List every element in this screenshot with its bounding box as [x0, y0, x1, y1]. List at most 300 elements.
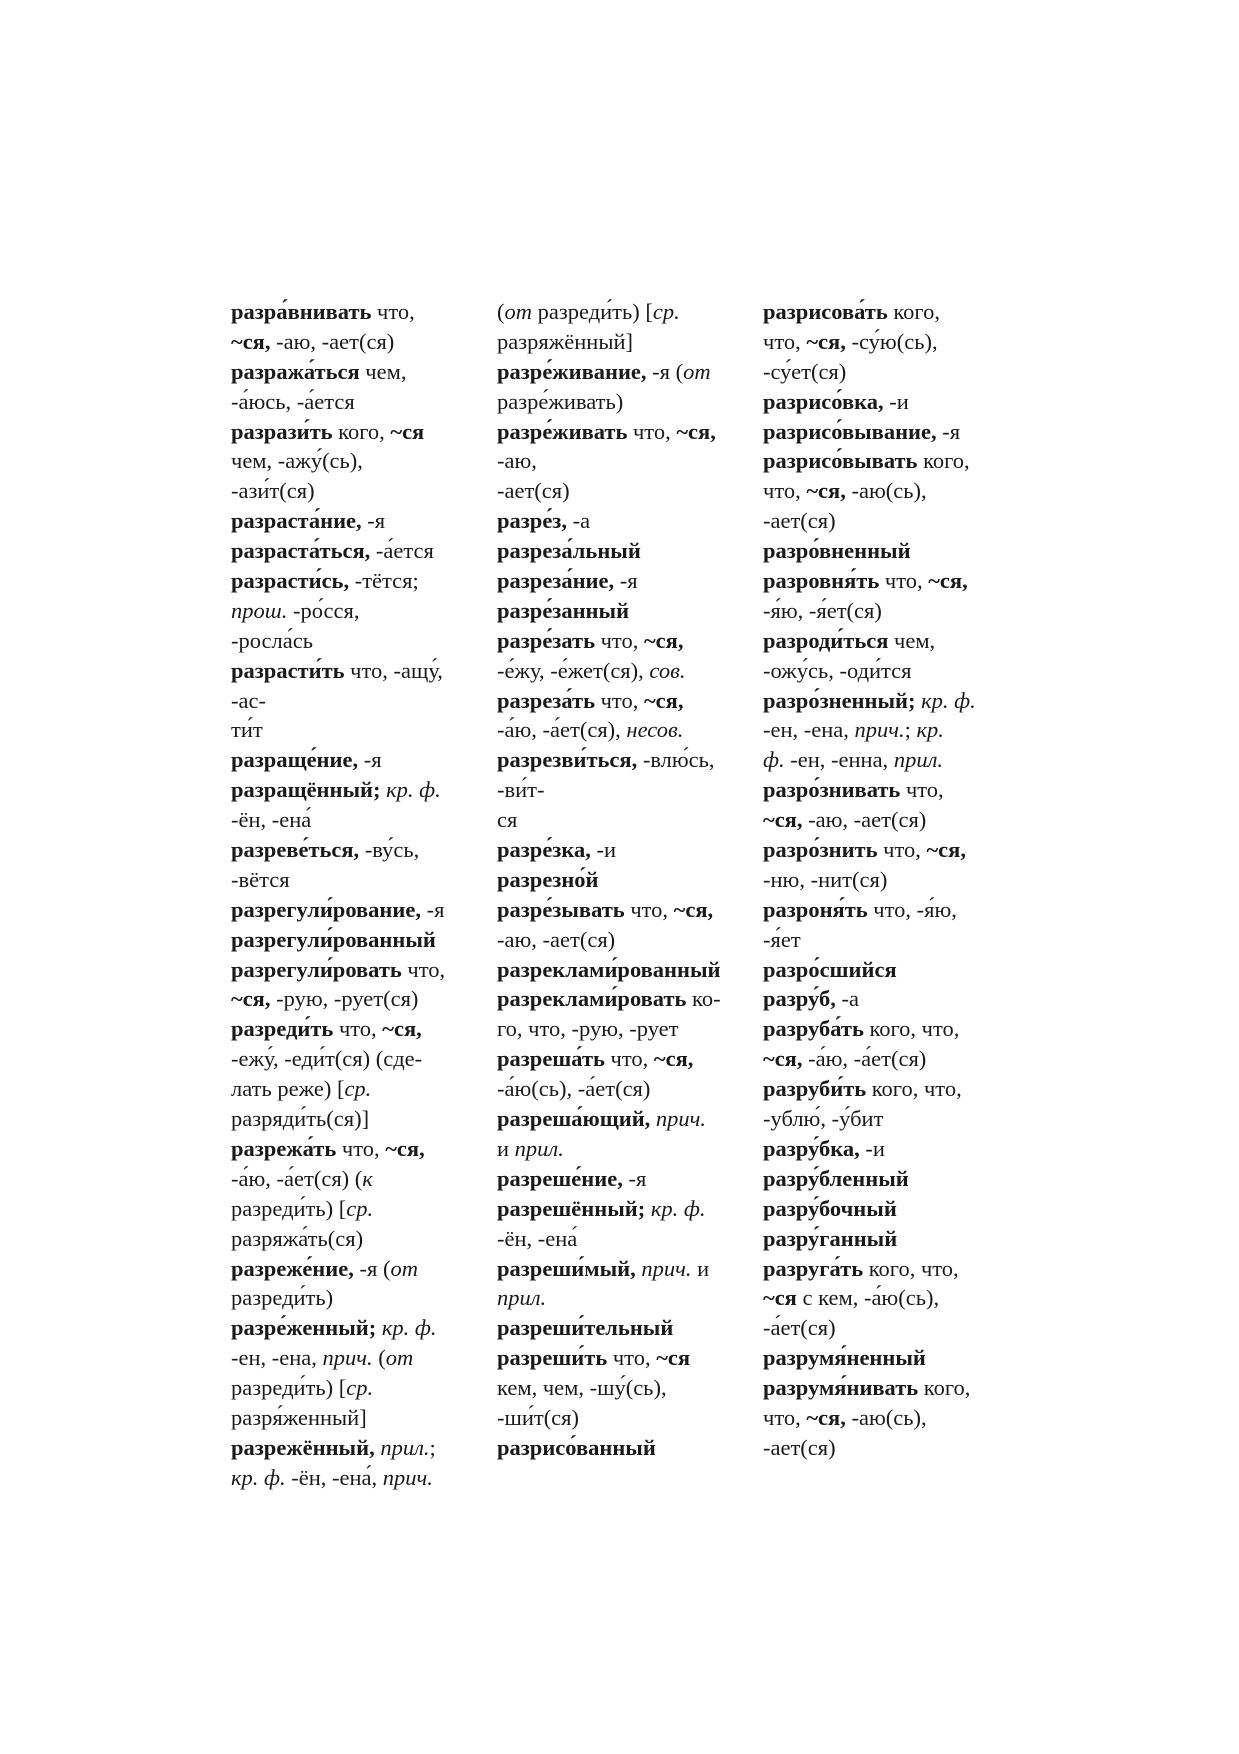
entry-text: го, что, -рую, -рует — [497, 1016, 679, 1042]
dictionary-line — [763, 835, 1013, 865]
entry-text: -я ( — [353, 1255, 391, 1281]
dictionary-line — [231, 955, 477, 985]
entry-text: -а́ю, -а́ет(ся), — [497, 717, 627, 743]
dictionary-line — [497, 1283, 749, 1313]
headword-text: разре́зывать — [497, 896, 625, 922]
headword-text: ~ся, — [806, 1404, 846, 1430]
headword-text: разрезви́ться, — [497, 747, 638, 773]
dictionary-line — [497, 387, 749, 417]
entry-text: -ви́т- — [497, 777, 545, 803]
entry-text: что, — [763, 478, 807, 504]
dictionary-line — [497, 865, 749, 895]
entry-text: что, — [401, 956, 446, 982]
dictionary-line — [231, 1134, 477, 1164]
entry-text: кого, что, — [866, 1076, 962, 1102]
entry-text: ; — [904, 717, 917, 743]
dictionary-line — [763, 1104, 1013, 1134]
entry-text: -я — [420, 896, 445, 922]
dictionary-line — [231, 536, 477, 566]
entry-text: -вётся — [231, 866, 290, 892]
headword-text: разре́занный — [497, 597, 630, 623]
headword-text: разровня́ть — [763, 568, 880, 594]
headword-text: разраста́ться, — [231, 538, 371, 564]
entry-text: разреди́ть) — [231, 1285, 334, 1311]
grammar-label-text: сов. — [649, 657, 686, 683]
dictionary-line — [763, 566, 1013, 596]
headword-text: разру́бочный — [763, 1195, 897, 1221]
headword-text: ~ся, — [676, 418, 716, 444]
dictionary-line — [763, 1373, 1013, 1403]
dictionary-column-2 — [497, 297, 749, 1463]
grammar-label-text: от — [504, 299, 532, 324]
entry-text: что, -ащу́, — [344, 657, 443, 683]
dictionary-line — [497, 626, 749, 656]
headword-text: разреклами́рованный — [497, 956, 721, 982]
dictionary-line — [497, 1254, 749, 1284]
grammar-label-text: прич. — [854, 717, 905, 743]
headword-text: разража́ться — [231, 358, 360, 384]
headword-text: разреди́ть — [231, 1016, 334, 1042]
headword-text: разруби́ть — [763, 1076, 867, 1102]
entry-text: кого, — [887, 299, 940, 324]
dictionary-line — [763, 805, 1013, 835]
entry-text: чем, -ажу́(сь), — [231, 448, 363, 474]
grammar-label-text: кр. ф. — [921, 687, 976, 713]
dictionary-line — [763, 1014, 1013, 1044]
entry-text: ; — [429, 1434, 436, 1460]
dictionary-line — [231, 476, 477, 506]
dictionary-line — [763, 1224, 1013, 1254]
entry-text: и — [497, 1135, 515, 1161]
entry-text: -а — [566, 508, 591, 534]
entry-text: -аю, — [497, 448, 537, 474]
headword-text: разреже́ние, — [231, 1255, 354, 1281]
dictionary-line — [497, 417, 749, 447]
dictionary-line — [231, 417, 477, 447]
entry-text: -ает(ся) — [763, 1434, 836, 1460]
headword-text: ~ся, — [806, 328, 846, 354]
dictionary-line — [763, 1313, 1013, 1343]
dictionary-line — [231, 357, 477, 387]
headword-text: разрисова́ть — [763, 299, 888, 324]
entry-text: разряжённый] — [497, 328, 633, 354]
headword-text: разрисо́вка, — [763, 388, 884, 414]
entry-text: ( — [372, 1345, 386, 1371]
headword-text: ~ся, — [231, 986, 271, 1012]
headword-text: разреза́ть — [497, 687, 595, 713]
dictionary-line — [231, 865, 477, 895]
entry-text: -и — [590, 837, 617, 863]
entry-text: -ас- — [231, 687, 266, 713]
headword-text: разреклами́ровать — [497, 986, 687, 1012]
entry-text: -я — [358, 747, 382, 773]
entry-text: что, -я́ю, — [867, 896, 957, 922]
entry-text: -ежу́, -еди́т(ся) (сде- — [231, 1046, 423, 1072]
entry-text: что, — [333, 1016, 383, 1042]
grammar-label-text: ср. — [346, 1195, 374, 1221]
entry-text: что, — [604, 1046, 654, 1072]
entry-text: -аю, -ает(ся) — [497, 926, 616, 952]
entry-text: -росла́сь — [231, 627, 314, 653]
entry-text: -ро́сся, — [287, 597, 360, 623]
grammar-label-text: прил. — [380, 1434, 430, 1460]
dictionary-line — [763, 984, 1013, 1014]
headword-text: ~ся — [763, 1285, 797, 1311]
entry-text: -ен, -ена, — [763, 717, 855, 743]
entry-text: кого, что, — [863, 1255, 959, 1281]
dictionary-line — [231, 297, 477, 327]
headword-text: разро́зненный; — [763, 687, 916, 713]
entry-text: -су́ет(ся) — [763, 358, 847, 384]
dictionary-line — [497, 566, 749, 596]
headword-text: ~ся, — [643, 687, 684, 713]
headword-text: разрумя́ненный — [763, 1345, 926, 1371]
entry-text: -я ( — [646, 358, 684, 384]
dictionary-line — [497, 446, 749, 476]
grammar-label-text: ср. — [344, 1076, 372, 1102]
entry-text: разря́женный] — [231, 1404, 367, 1430]
dictionary-line — [763, 476, 1013, 506]
entry-text: -аю(сь), — [845, 1404, 927, 1430]
headword-text: разру́б, — [763, 986, 836, 1012]
entry-text: -аю(сь), — [845, 478, 927, 504]
entry-text: -ён, -ена́ — [497, 1225, 578, 1251]
headword-text: разру́ганный — [763, 1225, 898, 1251]
grammar-label-text: кр. ф. — [231, 1464, 286, 1490]
grammar-label-text: прил. — [514, 1135, 564, 1161]
dictionary-line — [763, 686, 1013, 716]
headword-text: ~ся, — [231, 328, 271, 354]
headword-text: разре́з, — [497, 508, 567, 534]
dictionary-line — [763, 955, 1013, 985]
headword-text: разраще́ние, — [231, 747, 359, 773]
dictionary-line — [763, 925, 1013, 955]
headword-text: разру́бленный — [763, 1165, 909, 1191]
entry-text: -ожу́сь, -оди́тся — [763, 657, 912, 683]
headword-text: разроня́ть — [763, 896, 868, 922]
headword-text: разрежённый, — [231, 1434, 375, 1460]
grammar-label-text: кр. ф. — [381, 1315, 437, 1341]
entry-text: -влю́сь, — [637, 747, 715, 773]
entry-text: что, — [627, 418, 677, 444]
grammar-label-text: ср. — [652, 299, 680, 324]
dictionary-line — [497, 1343, 749, 1373]
headword-text: разроди́ться — [763, 627, 889, 653]
entry-text: -я́ю, -я́ет(ся) — [763, 597, 882, 623]
dictionary-line — [497, 955, 749, 985]
entry-text: -ает(ся) — [497, 478, 570, 504]
entry-text: что, — [877, 837, 927, 863]
dictionary-line — [497, 656, 749, 686]
headword-text: разрегули́ровать — [231, 956, 402, 982]
entry-text: что, — [763, 1404, 807, 1430]
entry-text: -е́жу, -е́жет(ся), — [497, 657, 650, 683]
entry-text: -а́ет(ся) — [763, 1315, 836, 1341]
dictionary-line — [497, 1164, 749, 1194]
dictionary-line — [231, 925, 477, 955]
dictionary-line — [231, 626, 477, 656]
entry-text: и — [691, 1255, 710, 1281]
dictionary-line — [497, 1433, 749, 1463]
headword-text: разреши́тельный — [497, 1315, 674, 1341]
headword-text: разро́знивать — [763, 777, 901, 803]
dictionary-line — [763, 656, 1013, 686]
grammar-label-text: прил. — [497, 1285, 547, 1311]
entry-text: -я — [614, 568, 638, 594]
dictionary-line — [497, 1403, 749, 1433]
dictionary-line — [763, 1283, 1013, 1313]
entry-text: -я — [361, 508, 386, 534]
entry-text: разряжа́ть(ся) — [231, 1225, 364, 1251]
dictionary-line — [497, 984, 749, 1014]
dictionary-line — [497, 895, 749, 925]
headword-text: ~ся, — [928, 568, 968, 594]
dictionary-line — [497, 476, 749, 506]
dictionary-line — [497, 1014, 749, 1044]
headword-text: ~ся, — [806, 478, 846, 504]
entry-text: ко- — [686, 986, 721, 1012]
dictionary-line — [231, 805, 477, 835]
grammar-label-text: прич. — [382, 1464, 433, 1490]
entry-text: что, — [594, 627, 644, 653]
grammar-label-text: кр. ф. — [386, 777, 441, 803]
dictionary-line — [763, 1254, 1013, 1284]
dictionary-line — [497, 357, 749, 387]
headword-text: разра́внивать — [231, 299, 372, 324]
entry-text: ся — [497, 807, 518, 833]
dictionary-line — [763, 1134, 1013, 1164]
dictionary-line — [231, 775, 477, 805]
entry-text: -ублю́, -у́бит — [763, 1106, 884, 1132]
entry-text: что, — [879, 568, 929, 594]
headword-text: разрешённый; — [497, 1195, 646, 1221]
dictionary-line — [231, 1463, 477, 1493]
dictionary-line — [763, 775, 1013, 805]
grammar-label-text: кр. ф. — [650, 1195, 706, 1221]
grammar-label-text: прич. — [641, 1255, 692, 1281]
entry-text: что, — [371, 299, 415, 324]
headword-text: ~ся, — [763, 807, 803, 833]
entry-text: -ню, -нит(ся) — [763, 866, 888, 892]
entry-text: -су́ю(сь), — [845, 328, 938, 354]
dictionary-line — [231, 1403, 477, 1433]
entry-text: разреди́ть) [ — [231, 1375, 347, 1401]
dictionary-line — [231, 1014, 477, 1044]
dictionary-line — [763, 506, 1013, 536]
dictionary-line — [231, 1373, 477, 1403]
dictionary-line — [763, 1403, 1013, 1433]
dictionary-line — [497, 536, 749, 566]
dictionary-line — [231, 895, 477, 925]
dictionary-line — [497, 1373, 749, 1403]
entry-text: -аю, -ает(ся) — [270, 328, 395, 354]
dictionary-line — [763, 1343, 1013, 1373]
headword-text: разро́знить — [763, 837, 878, 863]
dictionary-line — [231, 835, 477, 865]
dictionary-line — [497, 1134, 749, 1164]
headword-text: ~ся, — [643, 627, 684, 653]
entry-text: -я — [936, 418, 961, 444]
dictionary-line — [763, 865, 1013, 895]
grammar-label-text: к — [362, 1165, 373, 1191]
entry-text: -ён, -ена́ — [231, 807, 312, 833]
entry-text: что, — [624, 896, 674, 922]
entry-text: что, — [594, 687, 644, 713]
headword-text: разреши́мый, — [497, 1255, 636, 1281]
entry-text: кого, что, — [863, 1016, 960, 1042]
headword-text: ~ся, — [385, 1135, 425, 1161]
dictionary-line — [231, 1433, 477, 1463]
headword-text: разро́сшийся — [763, 956, 897, 982]
headword-text: разре́зать — [497, 627, 595, 653]
dictionary-line — [497, 1224, 749, 1254]
dictionary-line — [763, 895, 1013, 925]
entry-text: -ает(ся) — [763, 508, 836, 534]
dictionary-line — [763, 715, 1013, 745]
entry-text: -ен, -ена, — [231, 1345, 323, 1371]
dictionary-line — [231, 446, 477, 476]
grammar-label-text: от — [683, 358, 711, 384]
entry-text: -а́ю, -а́ет(ся) ( — [231, 1165, 363, 1191]
grammar-label-text: от — [385, 1345, 414, 1371]
headword-text: разрезно́й — [497, 866, 599, 892]
headword-text: ~ся — [656, 1345, 691, 1371]
dictionary-line — [231, 1194, 477, 1224]
dictionary-line — [231, 656, 477, 686]
entry-text: разряди́ть(ся)] — [231, 1106, 370, 1132]
dictionary-line — [497, 686, 749, 716]
headword-text: разращённый; — [231, 777, 381, 803]
headword-text: разро́вненный — [763, 538, 911, 564]
entry-text: -тётся; — [349, 568, 419, 594]
entry-text: разре́живать) — [497, 388, 624, 414]
dictionary-line — [497, 1044, 749, 1074]
dictionary-line — [231, 686, 477, 716]
dictionary-line — [231, 387, 477, 417]
entry-text: -а́ется — [370, 538, 434, 564]
dictionary-line — [763, 357, 1013, 387]
entry-text: ( — [497, 299, 505, 324]
dictionary-line — [231, 1224, 477, 1254]
headword-text: разрисо́вывать — [763, 448, 918, 474]
entry-text: -ву́сь, — [359, 837, 420, 863]
dictionary-column-3 — [763, 297, 1013, 1463]
dictionary-line — [497, 1194, 749, 1224]
dictionary-line — [497, 1313, 749, 1343]
dictionary-line — [231, 715, 477, 745]
dictionary-line — [763, 1044, 1013, 1074]
entry-text: -аю, -ает(ся) — [802, 807, 927, 833]
headword-text: разрегули́рование, — [231, 896, 421, 922]
grammar-label-text: прич. — [655, 1106, 707, 1132]
dictionary-column-1 — [231, 297, 477, 1493]
dictionary-line — [763, 297, 1013, 327]
dictionary-line — [763, 1164, 1013, 1194]
entry-text: что, — [763, 328, 807, 354]
entry-text: -я́ет — [763, 926, 801, 952]
dictionary-line — [763, 536, 1013, 566]
headword-text: разреши́ть — [497, 1345, 608, 1371]
dictionary-line — [231, 1343, 477, 1373]
dictionary-line — [763, 387, 1013, 417]
entry-text: -а́ю(сь), -а́ет(ся) — [497, 1076, 651, 1102]
dictionary-line — [497, 297, 749, 327]
dictionary-line — [763, 1433, 1013, 1463]
headword-text: разрегули́рованный — [231, 926, 436, 952]
entry-text: -ён, -ена́, — [285, 1464, 383, 1490]
entry-text: кого, — [332, 418, 391, 444]
headword-text: разраста́ние, — [231, 508, 362, 534]
entry-text: кого, — [918, 1375, 971, 1401]
dictionary-line — [231, 1313, 477, 1343]
dictionary-line — [763, 745, 1013, 775]
headword-text: ~ся, — [653, 1046, 694, 1072]
entry-text: лать реже) [ — [231, 1076, 345, 1102]
grammar-label-text: от — [390, 1255, 418, 1281]
dictionary-line — [497, 1074, 749, 1104]
dictionary-line — [231, 1074, 477, 1104]
dictionary-line — [231, 1164, 477, 1194]
entry-text: разреди́ть) [ — [231, 1195, 347, 1221]
entry-text: разреди́ть) [ — [532, 299, 653, 324]
headword-text: ~ся, — [763, 1046, 803, 1072]
dictionary-line — [231, 566, 477, 596]
headword-text: разруба́ть — [763, 1016, 864, 1042]
dictionary-line — [231, 745, 477, 775]
dictionary-line — [231, 984, 477, 1014]
headword-text: разрисо́вывание, — [763, 418, 937, 444]
dictionary-line — [763, 417, 1013, 447]
entry-text: -я — [622, 1165, 647, 1191]
entry-text: кого, — [917, 448, 970, 474]
headword-text: разреза́ние, — [497, 568, 615, 594]
headword-text: разреше́ние, — [497, 1165, 623, 1191]
grammar-label-text: ф. — [763, 747, 785, 773]
headword-text: разрисо́ванный — [497, 1434, 656, 1460]
headword-text: разру́бка, — [763, 1135, 860, 1161]
headword-text: разре́живание, — [497, 358, 647, 384]
dictionary-line — [497, 327, 749, 357]
entry-text: -ази́т(ся) — [231, 478, 315, 504]
grammar-label-text: прил. — [893, 747, 943, 773]
dictionary-line — [231, 596, 477, 626]
dictionary-line — [231, 1254, 477, 1284]
entry-text: с кем, -а́ю(сь), — [796, 1285, 940, 1311]
dictionary-line — [763, 596, 1013, 626]
grammar-label-text: прош. — [231, 597, 288, 623]
dictionary-line — [497, 715, 749, 745]
entry-text: чем, — [359, 358, 407, 384]
dictionary-line — [497, 805, 749, 835]
headword-text: ~ся — [390, 418, 425, 444]
headword-text: разре́живать — [497, 418, 628, 444]
dictionary-line — [763, 327, 1013, 357]
grammar-label-text: ср. — [346, 1375, 374, 1401]
dictionary-line — [497, 775, 749, 805]
entry-text: -а́юсь, -а́ется — [231, 388, 355, 414]
headword-text: разре́женный; — [231, 1315, 377, 1341]
dictionary-line — [497, 1104, 749, 1134]
dictionary-line — [231, 327, 477, 357]
entry-text: -рую, -рует(ся) — [270, 986, 419, 1012]
dictionary-line — [497, 506, 749, 536]
headword-text: ~ся, — [382, 1016, 422, 1042]
entry-text: -а́ю, -а́ет(ся) — [802, 1046, 927, 1072]
headword-text: разруга́ть — [763, 1255, 864, 1281]
headword-text: разрежа́ть — [231, 1135, 337, 1161]
entry-text: -а — [835, 986, 859, 1012]
headword-text: разреша́ть — [497, 1046, 605, 1072]
